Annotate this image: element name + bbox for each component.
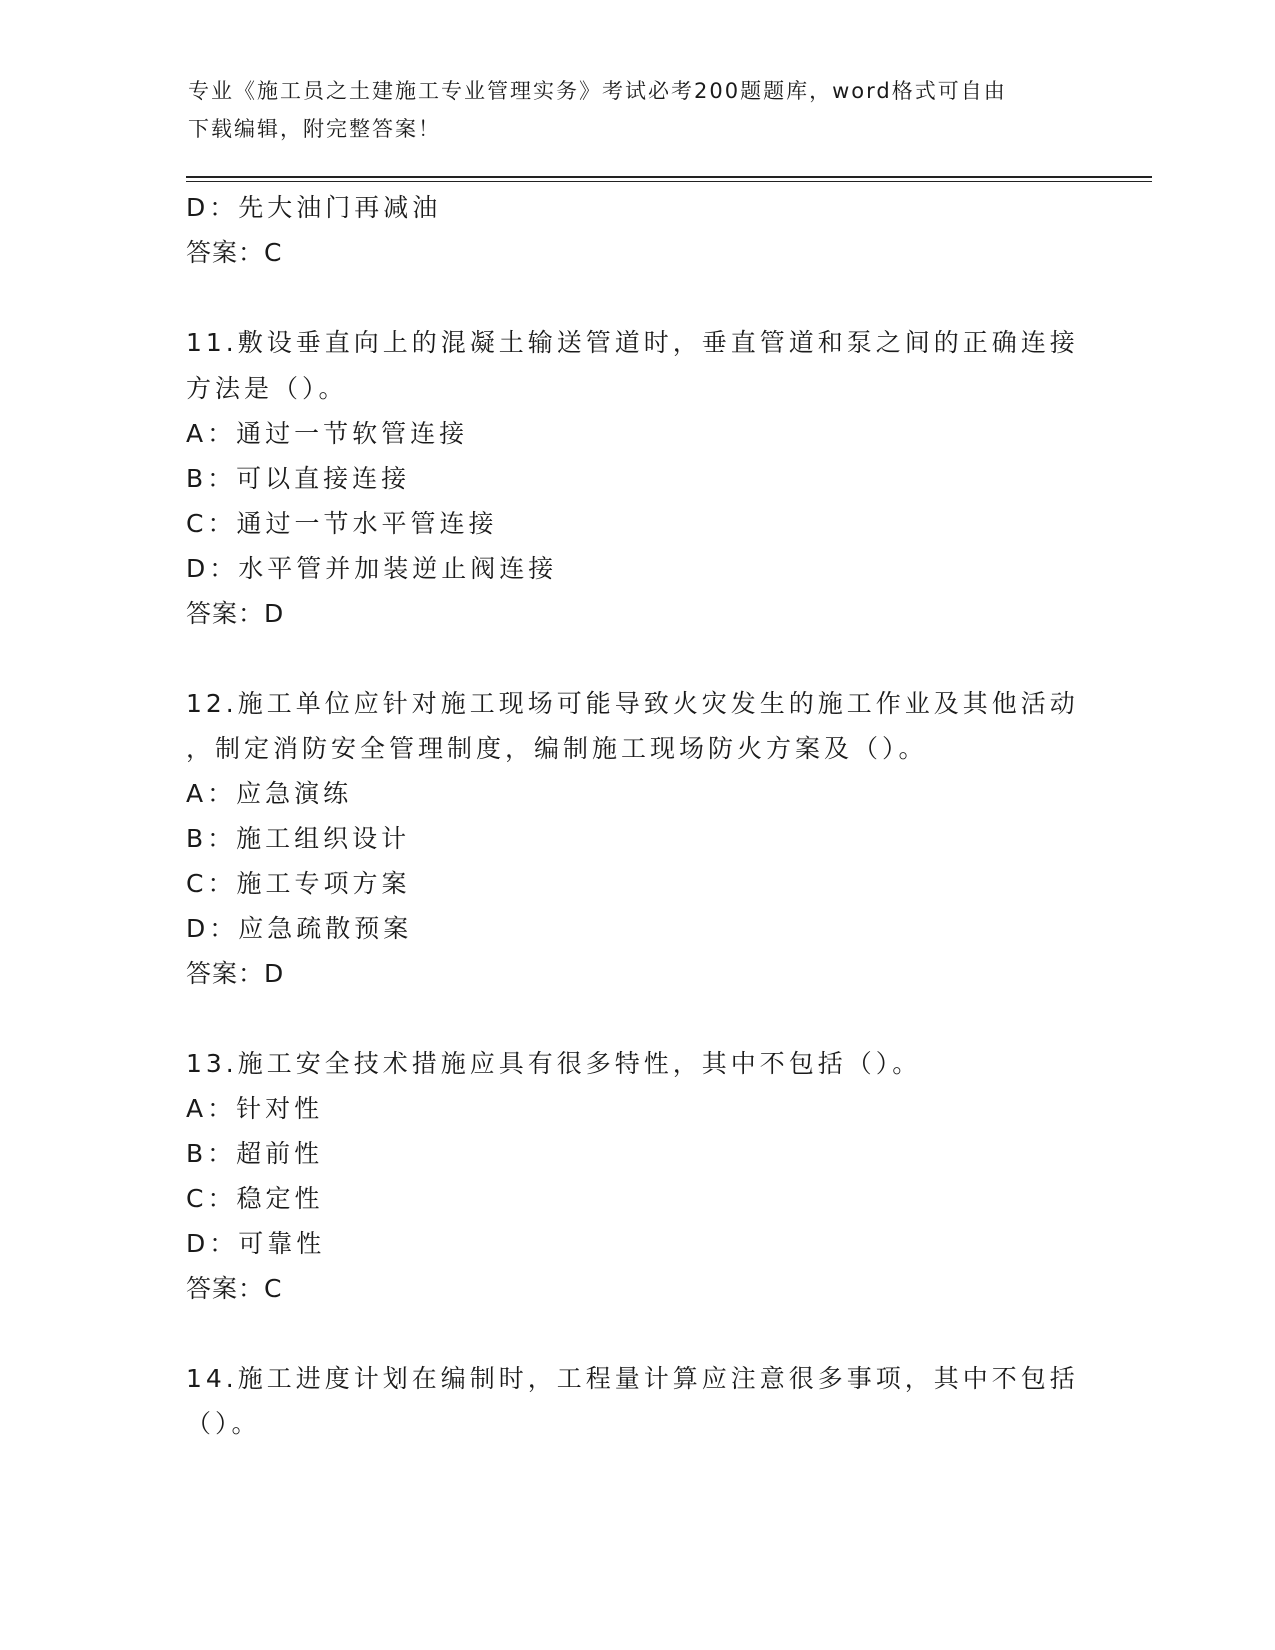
q11-text-line-1: 11.敷设垂直向上的混凝土输送管道时，垂直管道和泵之间的正确连接: [186, 328, 1079, 357]
q11-option-a: A：通过一节软管连接: [186, 419, 469, 448]
document-header: [188, 72, 1068, 148]
q12-option-b: B：施工组织设计: [186, 824, 411, 853]
header-line-1: 专业《施工员之土建施工专业管理实务》考试必考200题题库，word格式可自由: [188, 79, 1007, 103]
header-divider-thick: [186, 176, 1152, 178]
q12-option-d: D：应急疏散预案: [186, 914, 413, 943]
header-divider-thin: [186, 181, 1152, 182]
q11-answer: 答案：D: [186, 599, 285, 628]
q11-option-d: D：水平管并加装逆止阀连接: [186, 554, 558, 583]
q13-option-a: A：针对性: [186, 1094, 324, 1123]
q13-option-b: B：超前性: [186, 1139, 324, 1168]
q11-option-b: B：可以直接连接: [186, 464, 411, 493]
q13-text-line-1: 13.施工安全技术措施应具有很多特性，其中不包括（）。: [186, 1049, 922, 1078]
q14-text-line-1: 14.施工进度计划在编制时，工程量计算应注意很多事项，其中不包括: [186, 1364, 1079, 1393]
prev-option-d: D：先大油门再减油: [186, 193, 442, 222]
q12-text-line-1: 12.施工单位应针对施工现场可能导致火灾发生的施工作业及其他活动: [186, 689, 1079, 718]
prev-answer: 答案：C: [186, 238, 283, 267]
q12-option-c: C：施工专项方案: [186, 869, 411, 898]
q12-answer: 答案：D: [186, 959, 285, 988]
q13-answer: 答案：C: [186, 1274, 283, 1303]
q11-option-c: C：通过一节水平管连接: [186, 509, 498, 538]
q13-option-c: C：稳定性: [186, 1184, 324, 1213]
q12-option-a: A：应急演练: [186, 779, 353, 808]
q12-text-line-2: ，制定消防安全管理制度，编制施工现场防火方案及（）。: [186, 734, 928, 763]
q14-text-line-2: （）。: [186, 1409, 261, 1438]
header-line-2: 下载编辑，附完整答案！: [188, 117, 441, 141]
q13-option-d: D：可靠性: [186, 1229, 326, 1258]
q11-text-line-2: 方法是（）。: [186, 374, 348, 403]
